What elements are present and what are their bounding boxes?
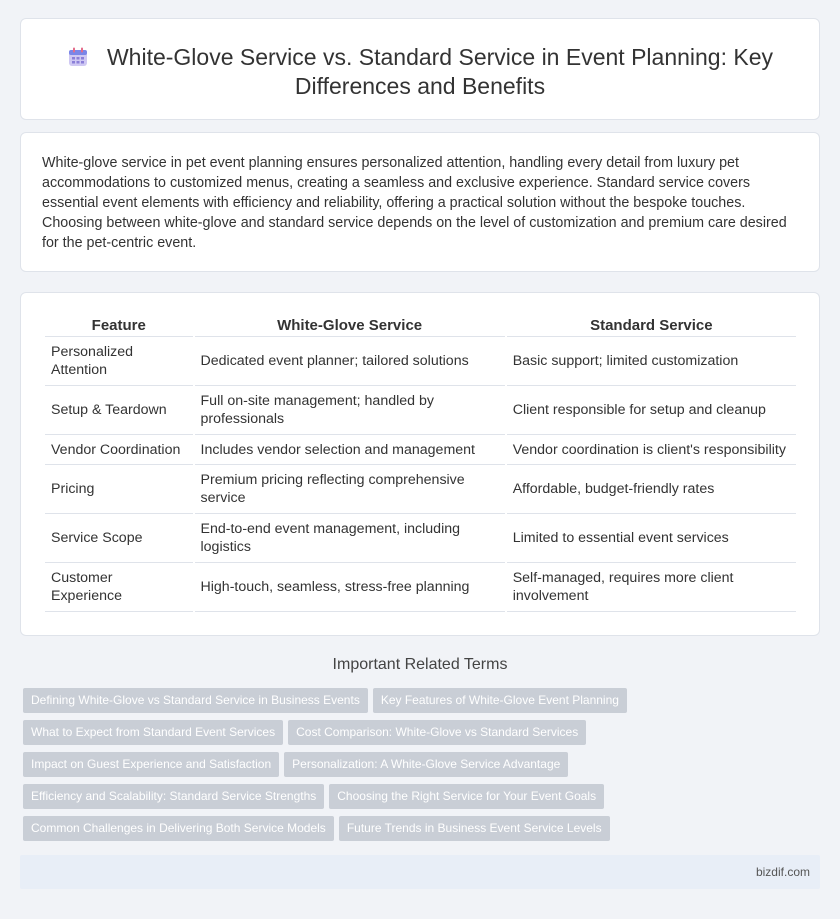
table-cell: End-to-end event management, including logistics	[195, 514, 505, 563]
related-tag[interactable]: Efficiency and Scalability: Standard Service Strengths	[23, 784, 324, 809]
related-tag[interactable]: Choosing the Right Service for Your Event Goals	[329, 784, 604, 809]
table-cell: Pricing	[45, 465, 193, 514]
table-cell: Vendor coordination is client's responsibility	[507, 435, 796, 465]
tag-row	[23, 752, 823, 784]
tag-row	[23, 784, 823, 816]
table-cell: Includes vendor selection and management	[195, 435, 505, 465]
table-cell: Dedicated event planner; tailored solutions	[195, 337, 505, 386]
comparison-card	[20, 292, 820, 636]
table-cell: Full on-site management; handled by professionals	[195, 386, 505, 435]
tag-row	[23, 688, 823, 720]
related-tag[interactable]: Cost Comparison: White-Glove vs Standard Services	[288, 720, 586, 745]
table-cell: Client responsible for setup and cleanup	[507, 386, 796, 435]
tag-row	[23, 816, 823, 848]
table-cell: Limited to essential event services	[507, 514, 796, 563]
page-title-text: White-Glove Service vs. Standard Service in Event Planning: Key Differences and Benefits	[106, 44, 774, 99]
table-row	[45, 435, 796, 465]
related-tags	[23, 688, 823, 848]
page-title	[21, 43, 819, 101]
intro-paragraph: White-glove service in pet event planning ensures personalized attention, handling every detail from luxury pet accommodations to customized menus, creating a seamless and exclusive experience. Standard service covers essential event elements with efficiency and reliability, offering a practical solution without the bespoke touches. Choosing between white-glove and standard service depends on the level of customization and premium care desired for the pet-centric event.	[42, 155, 787, 251]
header-standard: Standard Service	[507, 313, 796, 337]
related-tag[interactable]: Personalization: A White-Glove Service Advantage	[284, 752, 568, 777]
table-row	[45, 337, 796, 386]
table-row	[45, 465, 796, 514]
table-cell: Affordable, budget-friendly rates	[507, 465, 796, 514]
intro-card	[20, 132, 820, 272]
table-cell: High-touch, seamless, stress-free planning	[195, 563, 505, 612]
header-feature: Feature	[45, 313, 193, 337]
table-cell: Setup & Teardown	[45, 386, 193, 435]
table-header-row	[45, 313, 796, 337]
related-terms-title: Important Related Terms	[332, 656, 508, 673]
related-tag[interactable]: Common Challenges in Delivering Both Service Models	[23, 816, 334, 841]
table-row	[45, 386, 796, 435]
table-row	[45, 563, 796, 612]
related-tag[interactable]: Future Trends in Business Event Service Levels	[339, 816, 610, 841]
table-cell: Premium pricing reflecting comprehensive service	[195, 465, 505, 514]
table-cell: Service Scope	[45, 514, 193, 563]
table-cell: Self-managed, requires more client involvement	[507, 563, 796, 612]
table-row	[45, 514, 796, 563]
header-card	[20, 18, 820, 120]
calendar-icon	[67, 46, 89, 68]
table-cell: Customer Experience	[45, 563, 193, 612]
table-cell: Personalized Attention	[45, 337, 193, 386]
footer-brand[interactable]: bizdif.com	[755, 865, 810, 879]
table-cell: Vendor Coordination	[45, 435, 193, 465]
header-white-glove: White-Glove Service	[195, 313, 505, 337]
comparison-table	[43, 313, 798, 612]
footer	[20, 855, 820, 889]
related-tag[interactable]: Impact on Guest Experience and Satisfaction	[23, 752, 279, 777]
related-tag[interactable]: Defining White-Glove vs Standard Service in Business Events	[23, 688, 368, 713]
related-tag[interactable]: What to Expect from Standard Event Services	[23, 720, 283, 745]
related-tag[interactable]: Key Features of White-Glove Event Planning	[373, 688, 627, 713]
table-cell: Basic support; limited customization	[507, 337, 796, 386]
tag-row	[23, 720, 823, 752]
